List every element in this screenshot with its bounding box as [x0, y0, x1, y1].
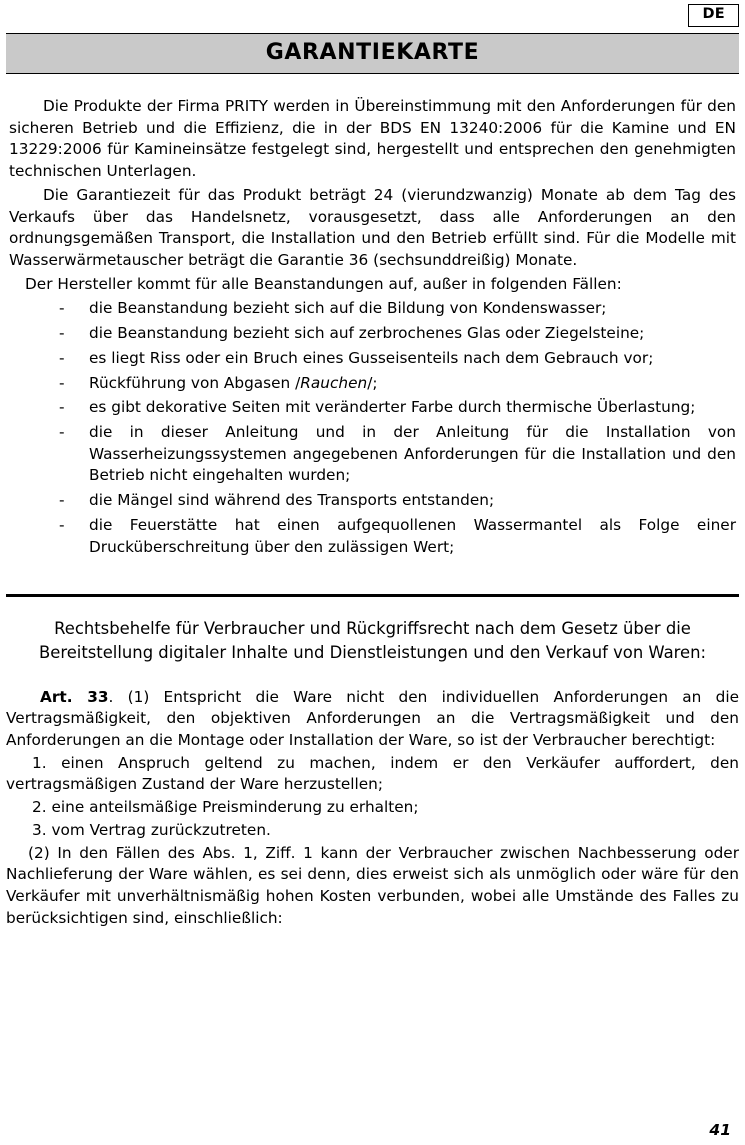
list-item: [9, 348, 736, 370]
language-tag-row: [6, 0, 739, 27]
dash-marker: -: [59, 324, 65, 343]
list-item: [9, 373, 736, 395]
dash-marker: -: [59, 373, 65, 392]
section-divider: [6, 594, 739, 597]
article-label: Art. 33: [40, 687, 109, 706]
list-item: [9, 397, 736, 419]
list-item: [9, 298, 736, 320]
article-text: . (1) Entspricht die Ware nicht den individuellen Anforderungen an die Vertragsmäßigkeit, den objektiven Anforderungen an die Vertragsmäßigkeit und den Anforderungen an die Montage oder Installation der Ware, so ist der Verbraucher berechtigt:: [6, 687, 739, 749]
article-item-3: 3. vom Vertrag zurückzutreten.: [32, 820, 271, 839]
list-item-text-emphasis: Rauchen: [300, 373, 368, 392]
article-item-1: 1. einen Anspruch geltend zu machen, indem er den Verkäufer auffordert, den vertragsmäßigen Zustand der Ware herzustellen;: [6, 753, 739, 794]
list-item: [9, 422, 736, 487]
article-paragraph-2: (2) In den Fällen des Abs. 1, Ziff. 1 kann der Verbraucher zwischen Nachbesserung oder Nachlieferung der Ware wählen, es sei denn, dies erweist sich als unmöglich oder wäre für den Verkäufer mit unverhältnismäßig hohen Kosten verbunden, wobei alle Umstände des Falles zu berücksichtigen sind, einschließlich:: [6, 843, 739, 927]
list-item-text: die in dieser Anleitung und in der Anleitung für die Installation von Wasserheizungssystemen angegebenen Anforderungen für die Installation und den Betrieb nicht eingehalten wurden;: [89, 423, 736, 485]
list-item-text: es liegt Riss oder ein Bruch eines Gusseisenteils nach dem Gebrauch vor;: [89, 348, 654, 367]
article-paragraph: [6, 687, 739, 752]
list-item-text: die Beanstandung bezieht sich auf zerbrochenes Glas oder Ziegelsteine;: [89, 324, 645, 343]
intro-paragraph-1: Die Produkte der Firma PRITY werden in Übereinstimmung mit den Anforderungen für den sicheren Betrieb und die Effizienz, die in der BDS EN 13240:2006 für die Kamine und EN 13229:2006 für Kamineinsätze festgelegt sind, hergestellt und entsprechen den genehmigten technischen Unterlagen.: [9, 96, 736, 181]
law-section-body: [6, 687, 739, 930]
dash-marker: -: [59, 515, 65, 534]
dash-marker: -: [59, 491, 65, 510]
exclusions-list: [9, 298, 736, 558]
list-item-text-prefix: Rückführung von Abgasen /: [89, 373, 301, 392]
dash-marker: -: [59, 348, 65, 367]
intro-paragraph-2: Die Garantiezeit für das Produkt beträgt 24 (vierundzwanzig) Monate ab dem Tag des Verkaufs über das Handelsnetz, vorausgesetzt, dass alle Anforderungen an den ordnungsgemäßen Transport, die Installation und den Betrieb erfüllt sind. Für die Modelle mit Wasserwärmetauscher beträgt die Garantie 36 (sechsunddreißig) Monate.: [9, 185, 736, 269]
language-tag: DE: [688, 4, 739, 27]
warranty-intro-section: [6, 96, 739, 558]
page-title: GARANTIEKARTE: [6, 33, 739, 74]
list-item: [9, 515, 736, 558]
list-item-text: es gibt dekorative Seiten mit veränderter Farbe durch thermische Überlastung;: [89, 398, 696, 417]
list-item-text: die Mängel sind während des Transports entstanden;: [89, 491, 495, 510]
dash-marker: -: [59, 398, 65, 417]
law-section-heading: Rechtsbehelfe für Verbraucher und Rückgriffsrecht nach dem Gesetz über die Bereitstellung digitaler Inhalte und Dienstleistungen und den Verkauf von Waren:: [38, 619, 706, 662]
list-item-text: die Feuerstätte hat einen aufgequollenen Wassermantel als Folge einer Drucküberschreitung über den zulässigen Wert;: [89, 515, 736, 556]
dash-marker: -: [59, 423, 65, 441]
list-item: [9, 323, 736, 345]
list-item-text-suffix: /;: [367, 373, 378, 392]
dash-marker: -: [59, 299, 65, 318]
page-number: 41: [709, 1121, 731, 1139]
intro-paragraph-3: Der Hersteller kommt für alle Beanstandungen auf, außer in folgenden Fällen:: [25, 274, 622, 293]
list-item-text: die Beanstandung bezieht sich auf die Bildung von Kondenswasser;: [89, 299, 607, 318]
list-item: [9, 490, 736, 512]
article-item-2: 2. eine anteilsmäßige Preisminderung zu erhalten;: [32, 798, 419, 817]
